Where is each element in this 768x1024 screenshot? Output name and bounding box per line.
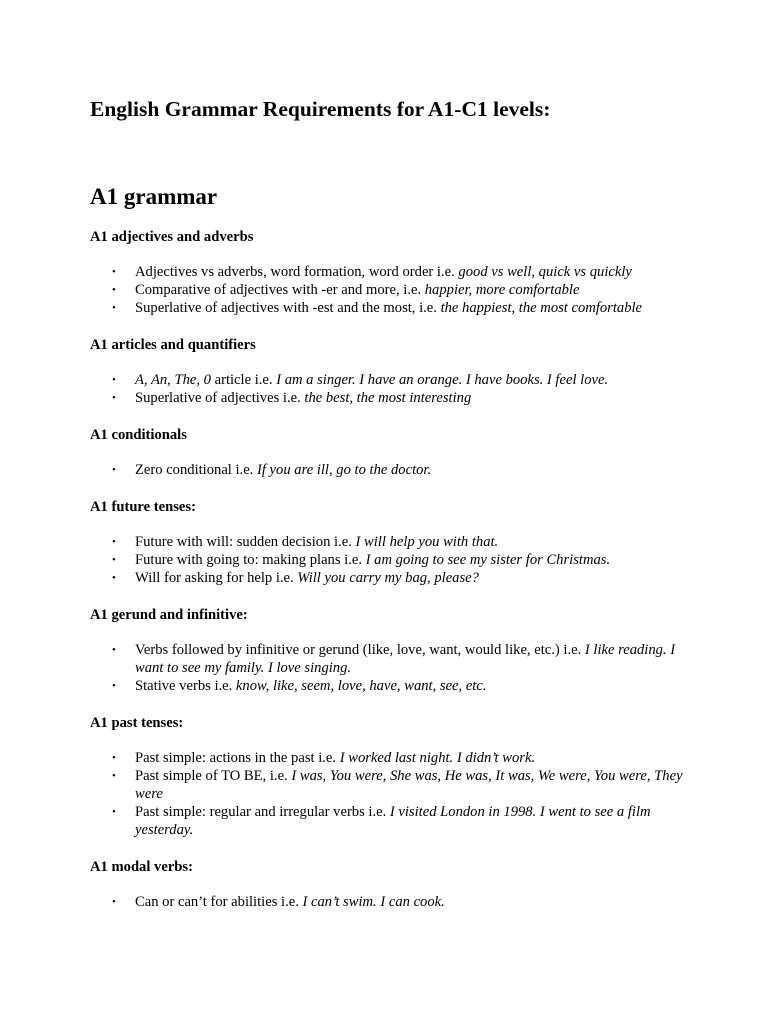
rule-text: Verbs followed by infinitive or gerund (like, love, want, would like, etc.) i.e. — [135, 642, 585, 658]
bullet-list — [90, 641, 690, 695]
example-text: I visited London in 1998. I went to see a film yesterday. — [135, 804, 651, 838]
list-item — [90, 767, 690, 803]
rule-text: Stative verbs i.e. — [135, 678, 236, 694]
document-title: English Grammar Requirements for A1-C1 levels: — [90, 97, 551, 121]
list-item — [90, 371, 690, 389]
rule-text: Adjectives vs adverbs, word formation, word order i.e. — [135, 264, 459, 280]
bullet-list — [90, 371, 690, 407]
list-item — [90, 569, 690, 587]
example-text: good vs well, quick vs quickly — [458, 264, 632, 280]
section-heading: A1 past tenses: — [90, 715, 184, 731]
example-text: I worked last night. I didn’t work. — [339, 750, 536, 766]
bullet-list — [90, 263, 690, 317]
grammar-sections — [90, 228, 690, 930]
example-text: I was, You were, She was, He was, It was, We were, You were, They were — [135, 768, 683, 802]
bullet-icon: • — [112, 572, 116, 584]
example-text: Will you carry my bag, please? — [297, 570, 479, 586]
list-item — [90, 677, 690, 695]
example-text: A, An, The, 0 — [135, 372, 211, 388]
example-text: I can’t swim. I can cook. — [302, 894, 445, 910]
bullet-icon: • — [112, 806, 116, 818]
example-text: I am a singer. I have an orange. I have books. I feel love. — [276, 372, 609, 388]
list-item — [90, 281, 690, 299]
rule-text: Past simple: actions in the past i.e. — [135, 750, 340, 766]
bullet-icon: • — [112, 266, 116, 278]
bullet-icon: • — [112, 374, 116, 386]
bullet-icon: • — [112, 536, 116, 548]
bullet-icon: • — [112, 896, 116, 908]
grammar-section — [90, 858, 690, 911]
section-heading: A1 future tenses: — [90, 499, 196, 515]
bullet-list — [90, 533, 690, 587]
rule-text: Will for asking for help i.e. — [135, 570, 298, 586]
rule-text: Comparative of adjectives with -er and more, i.e. — [135, 282, 425, 298]
list-item — [90, 533, 690, 551]
section-heading: A1 adjectives and adverbs — [90, 229, 254, 245]
rule-text: Superlative of adjectives i.e. — [135, 390, 305, 406]
bullet-icon: • — [112, 680, 116, 692]
rule-text: Zero conditional i.e. — [135, 462, 257, 478]
bullet-icon: • — [112, 752, 116, 764]
bullet-icon: • — [112, 770, 116, 782]
rule-text: Future with will: sudden decision i.e. — [135, 534, 356, 550]
rule-text: Past simple: regular and irregular verbs i.e. — [135, 804, 390, 820]
level-heading: A1 grammar — [90, 184, 218, 209]
list-item — [90, 461, 690, 479]
grammar-section — [90, 228, 690, 317]
example-text: I will help you with that. — [355, 534, 499, 550]
bullet-icon: • — [112, 644, 116, 656]
example-text: happier, more comfortable — [424, 282, 580, 298]
bullet-list — [90, 461, 690, 479]
list-item — [90, 641, 690, 677]
list-item — [90, 893, 690, 911]
section-heading: A1 conditionals — [90, 427, 187, 443]
list-item — [90, 299, 690, 317]
list-item — [90, 389, 690, 407]
bullet-icon: • — [112, 464, 116, 476]
grammar-section — [90, 714, 690, 839]
example-text: the happiest, the most comfortable — [440, 300, 643, 316]
grammar-section — [90, 426, 690, 479]
example-text: I am going to see my sister for Christmas. — [365, 552, 611, 568]
bullet-list — [90, 749, 690, 839]
list-item — [90, 803, 690, 839]
grammar-section — [90, 336, 690, 407]
bullet-icon: • — [112, 302, 116, 314]
list-item — [90, 551, 690, 569]
example-text: the best, the most interesting — [304, 390, 472, 406]
bullet-list — [90, 893, 690, 911]
section-heading: A1 gerund and infinitive: — [90, 607, 248, 623]
bullet-icon: • — [112, 284, 116, 296]
section-heading: A1 modal verbs: — [90, 859, 193, 875]
rule-text: Past simple of TO BE, i.e. — [135, 768, 292, 784]
example-text: If you are ill, go to the doctor. — [256, 462, 432, 478]
list-item — [90, 749, 690, 767]
example-text: I like reading. I want to see my family. I love singing. — [135, 642, 676, 676]
section-heading: A1 articles and quantifiers — [90, 337, 256, 353]
rule-text: Can or can’t for abilities i.e. — [135, 894, 303, 910]
list-item — [90, 263, 690, 281]
bullet-icon: • — [112, 392, 116, 404]
example-text: know, like, seem, love, have, want, see, etc. — [235, 678, 487, 694]
rule-text: Future with going to: making plans i.e. — [135, 552, 366, 568]
grammar-section — [90, 606, 690, 695]
bullet-icon: • — [112, 554, 116, 566]
grammar-section — [90, 498, 690, 587]
rule-text: article i.e. — [210, 372, 277, 388]
rule-text: Superlative of adjectives with -est and the most, i.e. — [135, 300, 441, 316]
